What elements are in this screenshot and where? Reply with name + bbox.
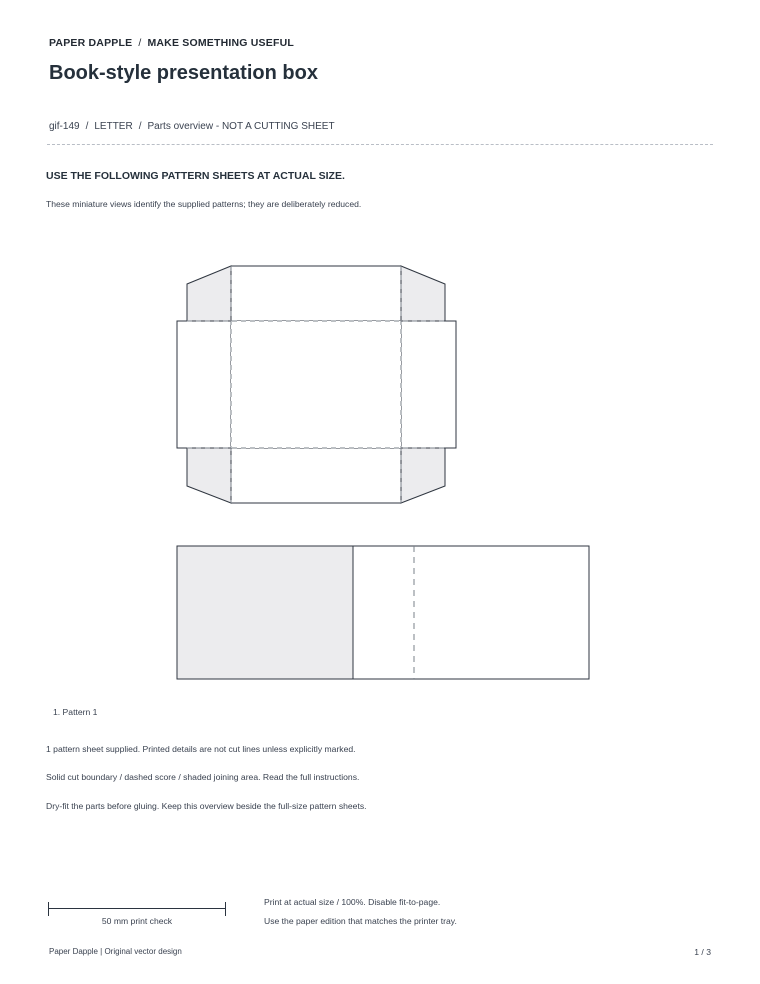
left-wall-panel <box>177 321 231 448</box>
glue-flap-bottom-right <box>401 448 445 503</box>
instructions-subtext: These miniature views identify the supplied patterns; they are deliberately reduced. <box>46 199 362 209</box>
bottom-wall-panel <box>231 448 401 503</box>
glue-area-panel <box>177 546 353 679</box>
brand-name: PAPER DAPPLE <box>49 37 133 49</box>
scale-bar-label: 50 mm print check <box>101 916 173 926</box>
scale-bar-line <box>48 908 226 909</box>
meta-separator: / <box>138 121 142 132</box>
cover-panel <box>353 546 589 679</box>
cover-wrap <box>177 546 589 679</box>
brand-tagline: MAKE SOMETHING USEFUL <box>147 37 294 49</box>
right-wall-panel <box>401 321 456 448</box>
glue-flap-top-left <box>187 266 231 321</box>
sheet-description: Parts overview - NOT A CUTTING SHEET <box>147 121 335 132</box>
scale-bar <box>48 902 226 916</box>
brand-separator: / <box>138 37 142 49</box>
pattern-code: gif-149 <box>49 121 80 132</box>
paper-size: LETTER <box>94 121 133 132</box>
glue-flap-bottom-left <box>187 448 231 503</box>
meta-separator: / <box>85 121 89 132</box>
paper-instruction: Use the paper edition that matches the printer tray. <box>264 916 457 926</box>
scale-bar-tick <box>225 902 226 916</box>
page-title: Book-style presentation box <box>49 62 318 84</box>
note-line-legend: Solid cut boundary / dashed score / shaded joining area. Read the full instructions. <box>46 772 360 782</box>
note-dry-fit: Dry-fit the parts before gluing. Keep this overview beside the full-size pattern sheets. <box>46 801 367 811</box>
pattern-caption: 1. Pattern 1 <box>53 707 98 717</box>
note-sheets-supplied: 1 pattern sheet supplied. Printed details are not cut lines unless explicitly marked. <box>46 744 356 754</box>
glue-flap-top-right <box>401 266 445 321</box>
page-number: 1 / 3 <box>694 947 711 957</box>
tray-net <box>177 266 456 503</box>
base-panel <box>231 321 401 448</box>
scale-bar-tick <box>48 902 49 916</box>
top-wall-panel <box>231 266 401 321</box>
footer-credit: Paper Dapple | Original vector design <box>49 947 182 956</box>
instructions-heading: USE THE FOLLOWING PATTERN SHEETS AT ACTUAL SIZE. <box>46 170 345 182</box>
print-instruction: Print at actual size / 100%. Disable fit-to-page. <box>264 897 441 907</box>
